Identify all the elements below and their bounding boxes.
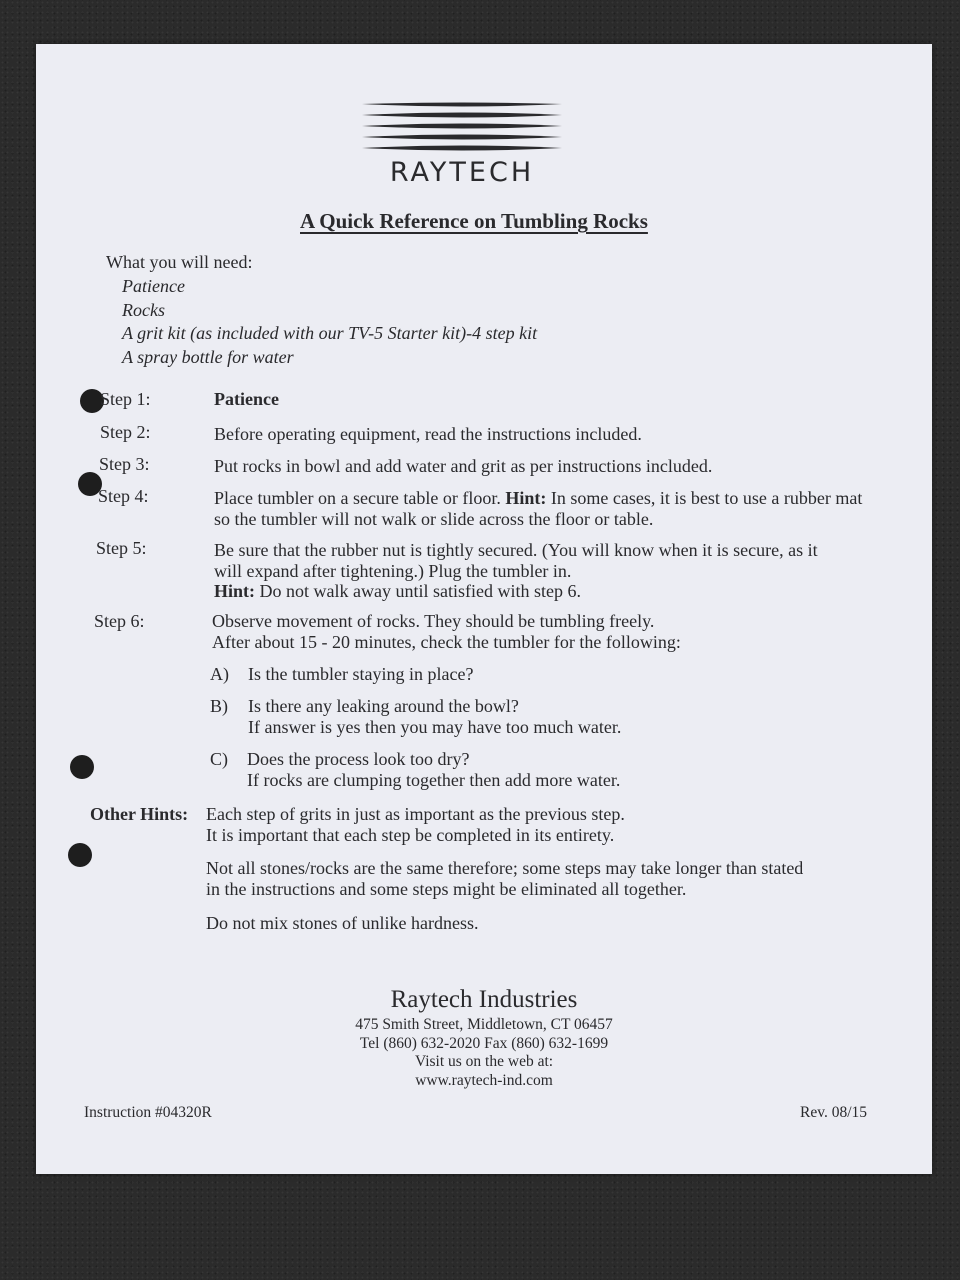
- company-address: 475 Smith Street, Middletown, CT 06457: [355, 1016, 613, 1033]
- instruction-number: Instruction #04320R: [84, 1104, 212, 1121]
- step-text: Put rocks in bowl and add water and grit as per instructions included.: [214, 456, 713, 476]
- hint-line: Do not mix stones of unlike hardness.: [206, 913, 479, 933]
- hint-label: Hint:: [505, 488, 547, 508]
- check-line: Is there any leaking around the bowl?: [248, 696, 519, 716]
- check-letter: A): [210, 664, 229, 684]
- hint-line: It is important that each step be completed in its entirety.: [206, 824, 615, 845]
- raytech-logo: [359, 102, 565, 188]
- step-label: Step 3:: [99, 454, 150, 474]
- step-line: After about 15 - 20 minutes, check the tumbler for the following:: [212, 631, 681, 652]
- company-website: www.raytech-ind.com: [415, 1071, 553, 1089]
- revision-date: Rev. 08/15: [800, 1104, 868, 1121]
- other-hints-label: Other Hints:: [90, 804, 189, 824]
- logo-wave-lines: [359, 102, 565, 158]
- step-label: Step 2:: [100, 422, 151, 442]
- check-line: Does the process look too dry?: [247, 749, 470, 769]
- needs-list: [122, 275, 537, 369]
- list-item: A spray bottle for water: [122, 346, 294, 367]
- document-title: A Quick Reference on Tumbling Rocks: [300, 209, 648, 233]
- hint-line: Not all stones/rocks are the same therefore; some steps may take longer than stated: [206, 858, 804, 878]
- company-web-label: Visit us on the web at:: [414, 1053, 554, 1070]
- instruction-sheet: [36, 44, 932, 1174]
- step-hint: [214, 581, 894, 602]
- step-text: Before operating equipment, read the instructions included.: [214, 424, 642, 444]
- check-letter: B): [210, 696, 228, 716]
- step-line: Observe movement of rocks. They should be tumbling freely.: [212, 611, 655, 631]
- punch-hole: [68, 843, 92, 867]
- hint-label: Hint:: [214, 581, 256, 601]
- check-item: [248, 664, 848, 685]
- step-text: [212, 611, 892, 652]
- step-label: Step 5:: [96, 538, 147, 558]
- list-item: Patience: [122, 276, 185, 296]
- step-text: [214, 540, 894, 602]
- step-label: Step 6:: [94, 611, 145, 631]
- check-item: [247, 749, 847, 791]
- list-item: Rocks: [122, 299, 165, 320]
- step-line: will expand after tightening.) Plug the tumbler in.: [214, 560, 572, 581]
- hint-text: Do not walk away until satisfied with step 6.: [255, 581, 581, 601]
- punch-hole: [70, 755, 94, 779]
- check-line: If answer is yes then you may have too much water.: [248, 717, 622, 737]
- hint-line: Each step of grits in just as important as the previous step.: [206, 804, 625, 824]
- step-text: Patience: [214, 389, 279, 409]
- step-text: [214, 488, 874, 529]
- check-letter: C): [210, 749, 228, 769]
- company-phone: Tel (860) 632-2020 Fax (860) 632-1699: [359, 1034, 609, 1052]
- hint-line: in the instructions and some steps might be eliminated all together.: [206, 878, 687, 899]
- step-text-part: Place tumbler on a secure table or floor.: [214, 488, 506, 508]
- check-item: [248, 696, 848, 738]
- company-name: Raytech Industries: [390, 986, 578, 1013]
- hint-item: [206, 913, 906, 934]
- check-line: If rocks are clumping together then add more water.: [247, 770, 621, 790]
- needs-heading: What you will need:: [106, 252, 253, 272]
- check-line: Is the tumbler staying in place?: [248, 664, 474, 684]
- list-item: A grit kit (as included with our TV-5 Starter kit)-4 step kit: [122, 323, 538, 343]
- step-label: Step 4:: [98, 486, 149, 506]
- step-label: Step 1:: [100, 389, 151, 409]
- hint-item: [206, 804, 906, 845]
- step-text-part: In some cases, it is best to use a rubber mat so the tumbler will not walk or slide across the floor or table.: [214, 488, 863, 529]
- company-contact: [36, 1016, 932, 1090]
- hint-item: [206, 858, 906, 899]
- step-line: Be sure that the rubber nut is tightly secured. (You will know when it is secure, as it: [214, 540, 818, 560]
- logo-wordmark: RAYTECH: [389, 157, 535, 188]
